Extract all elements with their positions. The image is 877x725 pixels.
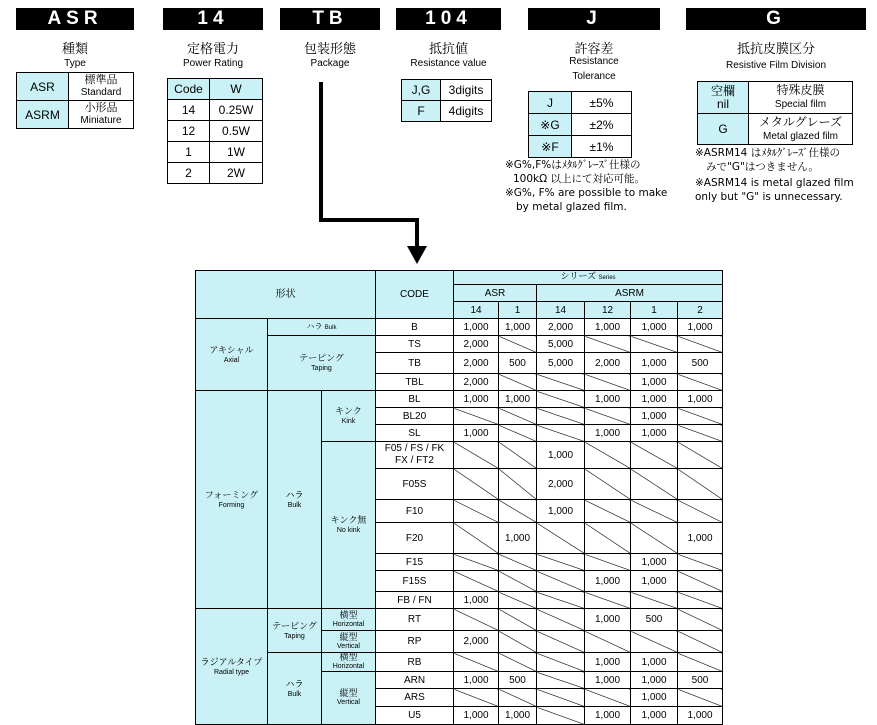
power-code: 2 — [168, 163, 210, 184]
qty-cell — [499, 469, 537, 500]
qty-cell: 1,000 — [631, 353, 678, 374]
qty-cell: 2,000 — [585, 353, 631, 374]
qty-cell — [454, 689, 499, 707]
film-note-3: ※ASRM14 is metal glazed film — [695, 177, 854, 189]
film-label-jp: 抵抗皮膜区分 — [736, 42, 815, 57]
type-desc-jp: 小形品 — [84, 102, 118, 114]
tolerance-code: J — [529, 92, 572, 114]
code-cell: ARS — [376, 689, 454, 707]
qty-cell — [585, 689, 631, 707]
kink-jp: キンク — [335, 406, 362, 416]
qty-cell — [631, 469, 678, 500]
col-head: 14 — [537, 302, 585, 319]
qty-cell — [678, 554, 723, 571]
qty-cell — [499, 374, 537, 391]
resistance-label-jp: 抵抗値 — [428, 42, 468, 57]
col-head: 12 — [585, 302, 631, 319]
qty-cell — [585, 523, 631, 554]
qty-cell — [499, 571, 537, 592]
qty-cell: 500 — [631, 609, 678, 631]
tolerance-label-en1: Resistance — [569, 56, 619, 67]
qty-cell: 1,000 — [537, 442, 585, 469]
resistance-code-header: 104 — [396, 8, 501, 30]
film-note-2: みで"G"はつきません。 — [706, 161, 819, 173]
qty-cell — [454, 523, 499, 554]
package-arrow-horizontal — [319, 218, 419, 222]
qty-cell — [537, 571, 585, 592]
qty-cell: 1,000 — [631, 425, 678, 442]
qty-cell — [537, 554, 585, 571]
code-cell: TS — [376, 336, 454, 353]
package-label-en: Package — [310, 58, 350, 69]
qty-cell — [678, 571, 723, 592]
taping-jp: テーピング — [299, 353, 344, 363]
tolerance-value: ±5% — [572, 92, 632, 114]
film-code-header: G — [686, 8, 866, 30]
qty-cell — [499, 592, 537, 609]
qty-cell: 1,000 — [678, 707, 723, 725]
film-code-en: nil — [716, 96, 729, 111]
code-cell: F20 — [376, 523, 454, 554]
code-cell: B — [376, 319, 454, 336]
code-cell: TB — [376, 353, 454, 374]
qty-cell — [585, 554, 631, 571]
tolerance-note-3: ※G%, F% are possible to make — [505, 187, 668, 199]
qty-cell — [678, 336, 723, 353]
tolerance-value: ±1% — [572, 136, 632, 158]
qty-cell: 1,000 — [454, 391, 499, 408]
qty-cell — [454, 571, 499, 592]
tolerance-table — [528, 91, 632, 158]
qty-cell — [537, 689, 585, 707]
qty-cell — [499, 631, 537, 653]
tolerance-code: ※F — [529, 136, 572, 158]
horizontal-label — [322, 653, 376, 672]
qty-cell: 1,000 — [631, 391, 678, 408]
qty-cell — [585, 631, 631, 653]
radial-group — [196, 609, 268, 725]
code-line: F05 / FS / FK — [384, 443, 445, 454]
film-code-nil — [698, 82, 749, 114]
code-cell: F10 — [376, 500, 454, 523]
film-code-jp: 空欄 — [710, 83, 735, 98]
package-table — [195, 270, 723, 725]
qty-cell — [631, 442, 678, 469]
series-header-jp: シリーズ — [560, 271, 597, 281]
axial-group — [196, 319, 268, 391]
qty-cell — [454, 408, 499, 425]
qty-cell: 1,000 — [585, 653, 631, 672]
film-desc-metal-glazed — [749, 114, 853, 145]
qty-cell: 1,000 — [454, 425, 499, 442]
qty-cell: 1,000 — [454, 319, 499, 336]
film-note-4: only but "G" is unnecessary. — [695, 191, 843, 203]
qty-cell — [499, 336, 537, 353]
qty-cell: 500 — [499, 672, 537, 689]
tolerance-note-4: by metal glazed film. — [516, 201, 627, 213]
qty-cell — [537, 707, 585, 725]
power-value: 2W — [210, 163, 263, 184]
qty-cell — [537, 609, 585, 631]
bulk-en: Bulk — [287, 501, 302, 509]
power-value: 0.25W — [210, 100, 263, 121]
film-desc-en: Special film — [774, 99, 827, 110]
taping-jp: テーピング — [272, 620, 317, 631]
axial-en: Axial — [223, 356, 240, 364]
qty-cell: 5,000 — [537, 353, 585, 374]
forming-en: Forming — [218, 501, 245, 509]
qty-cell: 1,000 — [585, 672, 631, 689]
qty-cell: 1,000 — [499, 523, 537, 554]
bulk-jp: ハラ — [306, 321, 323, 331]
taping-en: Taping — [284, 632, 305, 640]
horizontal-label — [322, 609, 376, 631]
code-cell: F05S — [376, 469, 454, 500]
axial-jp: アキシャル — [209, 344, 254, 355]
qty-cell: 1,000 — [678, 391, 723, 408]
bulk-jp: ハラ — [285, 489, 304, 500]
radial-en: Radial type — [213, 668, 250, 676]
bulk-jp: ハラ — [285, 678, 304, 689]
qty-cell — [537, 592, 585, 609]
qty-cell — [454, 500, 499, 523]
qty-cell: 1,000 — [631, 653, 678, 672]
type-desc-en: Standard — [80, 87, 122, 98]
film-note-1: ※ASRM14 はﾒﾀﾙｸﾞﾚｰｽﾞ仕様の — [695, 147, 840, 159]
qty-cell — [537, 631, 585, 653]
col-head: 2 — [678, 302, 723, 319]
col-head: 14 — [454, 302, 499, 319]
kink-group — [322, 391, 376, 442]
type-label-jp: 種類 — [61, 42, 88, 57]
qty-cell — [678, 653, 723, 672]
radial-jp: ラジアルタイプ — [200, 656, 263, 667]
qty-cell: 1,000 — [631, 408, 678, 425]
qty-cell — [678, 500, 723, 523]
vertical-en: Vertical — [337, 699, 360, 706]
qty-cell — [678, 425, 723, 442]
qty-cell — [454, 442, 499, 469]
qty-cell — [537, 408, 585, 425]
tolerance-label-jp: 許容差 — [574, 42, 614, 57]
power-table — [167, 78, 263, 184]
film-label-en: Resistive Film Division — [725, 60, 826, 71]
code-cell: SL — [376, 425, 454, 442]
power-head-w: W — [210, 79, 263, 100]
qty-cell — [678, 689, 723, 707]
code-cell: RP — [376, 631, 454, 653]
type-label-en: Type — [64, 58, 86, 69]
qty-cell: 2,000 — [537, 319, 585, 336]
radial-taping — [268, 609, 322, 653]
qty-cell: 1,000 — [631, 707, 678, 725]
forming-bulk — [268, 391, 322, 609]
qty-cell: 1,000 — [454, 707, 499, 725]
code-cell: BL20 — [376, 408, 454, 425]
vertical-label — [322, 672, 376, 725]
vertical-label — [322, 631, 376, 653]
film-desc-special — [749, 82, 853, 114]
qty-cell — [585, 469, 631, 500]
qty-cell: 1,000 — [585, 391, 631, 408]
horizontal-en: Horizontal — [332, 663, 365, 670]
type-desc-jp: 標準品 — [84, 74, 118, 86]
qty-cell: 2,000 — [454, 631, 499, 653]
resistance-desc: 3digits — [441, 80, 492, 101]
qty-cell — [678, 374, 723, 391]
qty-cell: 2,000 — [454, 353, 499, 374]
qty-cell: 5,000 — [537, 336, 585, 353]
qty-cell — [585, 592, 631, 609]
qty-cell: 1,000 — [631, 571, 678, 592]
axial-bulk — [268, 319, 376, 336]
forming-jp: フォーミング — [204, 489, 259, 500]
tolerance-note-2: 100kΩ 以上にて対応可能。 — [513, 173, 645, 185]
code-cell: RT — [376, 609, 454, 631]
code-cell: F15S — [376, 571, 454, 592]
type-code-asrm: ASRM — [17, 101, 69, 129]
code-cell: RB — [376, 653, 454, 672]
code-cell: ARN — [376, 672, 454, 689]
qty-cell: 1,000 — [631, 689, 678, 707]
resistance-code: J,G — [402, 80, 441, 101]
series-asr: ASR — [454, 285, 537, 302]
qty-cell — [499, 554, 537, 571]
qty-cell: 1,000 — [631, 319, 678, 336]
qty-cell: 1,000 — [585, 319, 631, 336]
type-desc-standard — [69, 73, 134, 101]
qty-cell — [499, 442, 537, 469]
tolerance-value: ±2% — [572, 114, 632, 136]
tolerance-code-header: J — [528, 8, 660, 30]
qty-cell — [631, 631, 678, 653]
qty-cell — [585, 374, 631, 391]
qty-cell: 1,000 — [631, 374, 678, 391]
qty-cell: 500 — [499, 353, 537, 374]
horizontal-jp: 横型 — [339, 652, 358, 662]
power-value: 1W — [210, 142, 263, 163]
code-cell: FB / FN — [376, 592, 454, 609]
qty-cell — [585, 500, 631, 523]
tolerance-label-en2: Tolerance — [572, 71, 616, 82]
qty-cell: 1,000 — [537, 500, 585, 523]
qty-cell: 2,000 — [537, 469, 585, 500]
vertical-jp: 縦型 — [339, 631, 358, 642]
package-arrow-vertical — [319, 82, 323, 222]
qty-cell: 1,000 — [454, 592, 499, 609]
kink-en: Kink — [341, 418, 356, 425]
qty-cell — [585, 408, 631, 425]
nokink-group — [322, 442, 376, 609]
qty-cell: 2,000 — [454, 336, 499, 353]
series-header — [454, 271, 723, 285]
col-head: 1 — [499, 302, 537, 319]
type-code-header: ASR — [16, 8, 134, 30]
qty-cell — [678, 408, 723, 425]
qty-cell — [631, 500, 678, 523]
qty-cell — [678, 609, 723, 631]
type-desc-en: Miniature — [80, 115, 122, 126]
power-label-en: Power Rating — [182, 58, 244, 69]
qty-cell — [499, 425, 537, 442]
power-value: 0.5W — [210, 121, 263, 142]
vertical-jp: 縦型 — [339, 688, 358, 698]
qty-cell — [537, 523, 585, 554]
series-header-en: Series — [598, 275, 616, 281]
qty-cell — [678, 592, 723, 609]
radial-bulk — [268, 653, 322, 725]
code-cell: BL — [376, 391, 454, 408]
qty-cell: 1,000 — [499, 319, 537, 336]
code-cell — [376, 442, 454, 469]
code-cell: F15 — [376, 554, 454, 571]
qty-cell — [631, 592, 678, 609]
series-asrm: ASRM — [537, 285, 723, 302]
horizontal-jp: 横型 — [339, 609, 358, 620]
power-code: 1 — [168, 142, 210, 163]
film-desc-en: Metal glazed film — [762, 130, 839, 142]
power-code: 14 — [168, 100, 210, 121]
qty-cell — [454, 653, 499, 672]
qty-cell — [499, 408, 537, 425]
qty-cell — [585, 442, 631, 469]
type-table — [16, 72, 134, 129]
resistance-code: F — [402, 101, 441, 122]
qty-cell — [454, 469, 499, 500]
qty-cell: 1,000 — [585, 425, 631, 442]
qty-cell — [631, 523, 678, 554]
qty-cell: 1,000 — [585, 571, 631, 592]
qty-cell: 1,000 — [678, 523, 723, 554]
qty-cell — [499, 500, 537, 523]
horizontal-en: Horizontal — [332, 620, 365, 628]
package-arrow-head — [407, 246, 427, 264]
shape-header: 形状 — [196, 271, 376, 319]
power-code: 12 — [168, 121, 210, 142]
resistance-table — [401, 79, 492, 122]
qty-cell — [499, 609, 537, 631]
nokink-en: No kink — [336, 527, 361, 534]
bulk-en: Bulk — [324, 324, 337, 331]
type-code-asr: ASR — [17, 73, 69, 101]
qty-cell — [585, 336, 631, 353]
qty-cell: 1,000 — [585, 707, 631, 725]
film-code-g: G — [698, 114, 749, 145]
qty-cell: 1,000 — [585, 609, 631, 631]
qty-cell — [631, 336, 678, 353]
power-code-header: 14 — [163, 8, 263, 30]
qty-cell — [678, 442, 723, 469]
qty-cell: 500 — [678, 672, 723, 689]
nokink-jp: キンク無 — [330, 515, 367, 525]
code-header: CODE — [376, 271, 454, 319]
qty-cell — [678, 631, 723, 653]
qty-cell: 1,000 — [678, 319, 723, 336]
qty-cell — [678, 469, 723, 500]
qty-cell — [537, 653, 585, 672]
qty-cell — [499, 689, 537, 707]
axial-taping — [268, 336, 376, 391]
qty-cell: 1,000 — [499, 391, 537, 408]
package-arrow-down — [415, 218, 419, 248]
qty-cell — [537, 374, 585, 391]
vertical-en: Vertical — [337, 642, 360, 650]
qty-cell: 1,000 — [631, 554, 678, 571]
power-head-code: Code — [168, 79, 210, 100]
qty-cell: 2,000 — [454, 374, 499, 391]
code-cell: TBL — [376, 374, 454, 391]
qty-cell — [454, 554, 499, 571]
tolerance-code: ※G — [529, 114, 572, 136]
film-desc-jp: メタルグレーズ — [758, 114, 843, 129]
tolerance-note-1: ※G%,F%はﾒﾀﾙｸﾞﾚｰｽﾞ仕様の — [505, 159, 641, 171]
qty-cell — [537, 425, 585, 442]
taping-en: Taping — [311, 365, 332, 372]
qty-cell: 1,000 — [454, 672, 499, 689]
col-head: 1 — [631, 302, 678, 319]
code-line: FX / FT2 — [395, 455, 434, 466]
power-label-jp: 定格電力 — [186, 42, 239, 57]
qty-cell — [454, 609, 499, 631]
forming-group — [196, 391, 268, 609]
film-table — [697, 81, 853, 145]
resistance-label-en: Resistance value — [410, 58, 487, 69]
resistance-desc: 4digits — [441, 101, 492, 122]
qty-cell: 500 — [678, 353, 723, 374]
qty-cell — [537, 672, 585, 689]
code-cell: U5 — [376, 707, 454, 725]
qty-cell: 1,000 — [499, 707, 537, 725]
qty-cell — [499, 653, 537, 672]
package-code-header: TB — [280, 8, 380, 30]
qty-cell — [537, 391, 585, 408]
film-desc-jp: 特殊皮膜 — [776, 83, 825, 97]
package-label-jp: 包装形態 — [303, 42, 356, 57]
type-desc-miniature — [69, 101, 134, 129]
qty-cell: 1,000 — [631, 672, 678, 689]
bulk-en: Bulk — [287, 690, 302, 698]
